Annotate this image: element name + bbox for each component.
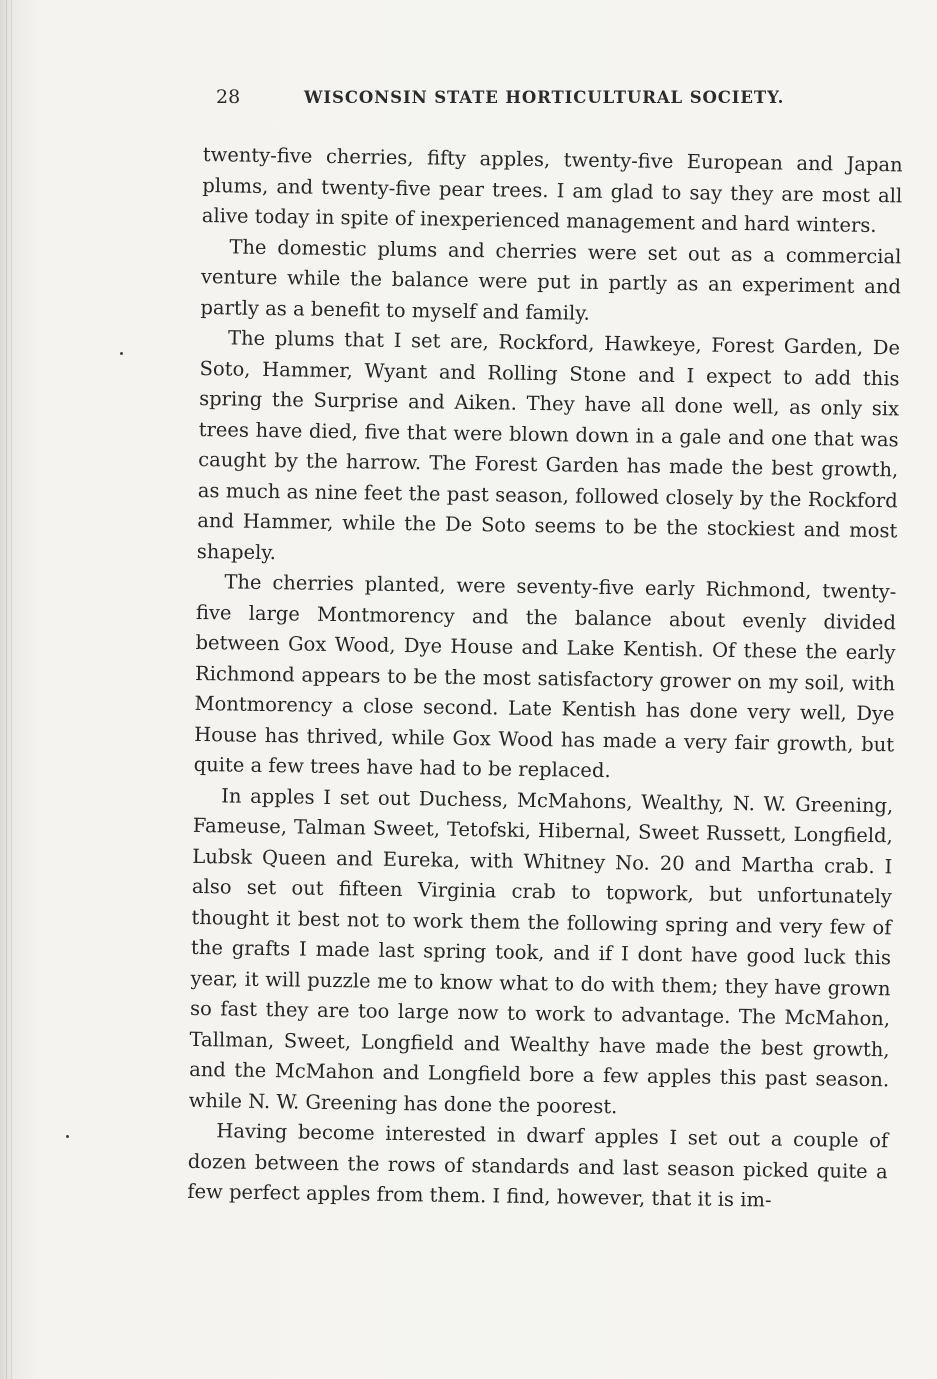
paragraph: The plums that I set are, Rockford, Hawkeye, Forest Garden, De Soto, Hammer, Wyant and Rolling Stone and I expect to add this spring the Surprise and Aiken. They have all done well, as only six trees have died, five that were blown down in a gale and one that was caught by the harrow. The Forest Garden has made the best growth, as much as nine feet the past season, followed closely by the Rockford and Hammer, while the De Soto seems to be the stockiest and most shapely. [196, 326, 901, 564]
paragraph: The cherries planted, were seventy-five early Richmond, twenty-five large Montmorency and the balance about evenly divided between Gox Wood, Dye House and Lake Kentish. Of these the early Richmond appears to be the most satisfactory grower on my soil, with Montmorency a close second. Late Kentish has done very well, Dye House has thrived, while Gox Wood has made a very fair growth, but quite a few trees have had to be replaced. [193, 570, 897, 783]
body-text [187, 140, 903, 1218]
print-speck [66, 1135, 69, 1138]
paragraph: twenty-five cherries, fifty apples, twenty-five European and Japan plums, and twenty-five pear trees. I am glad to say they are most all alive today in spite of inexperienced management and hard winters. [201, 142, 903, 238]
binding-edge [6, 0, 7, 1379]
page-header [216, 86, 836, 114]
running-head: WISCONSIN STATE HORTICULTURAL SOCIETY. [304, 88, 785, 107]
paragraph: The domestic plums and cherries were set out as a commercial venture while the balance were put in partly as an experiment and partly as a benefit to myself and family. [200, 234, 902, 325]
print-speck [120, 352, 123, 355]
paragraph: In apples I set out Duchess, McMahons, Wealthy, N. W. Greening, Fameuse, Talman Sweet, Tetofski, Hibernal, Sweet Russett, Longfield, Lubsk Queen and Eureka, with Whitney No. 20 and Martha crab. I also set out fifteen Virginia crab to topwork, but unfortunately thought it best not to work them the following spring and very few of the grafts I made last spring took, and if I dont have good luck this year, it will puzzle me to know what to do with them; they have grown so fast they are too large now to work to advantage. The McMahon, Tallman, Sweet, Longfield and Wealthy have made the best growth, and the McMahon and Longfield bore a few apples this past season. while N. W. Greening has done the poorest. [188, 783, 894, 1118]
binding-edge [11, 0, 12, 1379]
page-number: 28 [216, 86, 241, 108]
paragraph: Having become interested in dwarf apples I set out a couple of dozen between the rows of standards and last season picked quite a few perfect apples from them. I find, however, that it is im- [187, 1119, 889, 1212]
